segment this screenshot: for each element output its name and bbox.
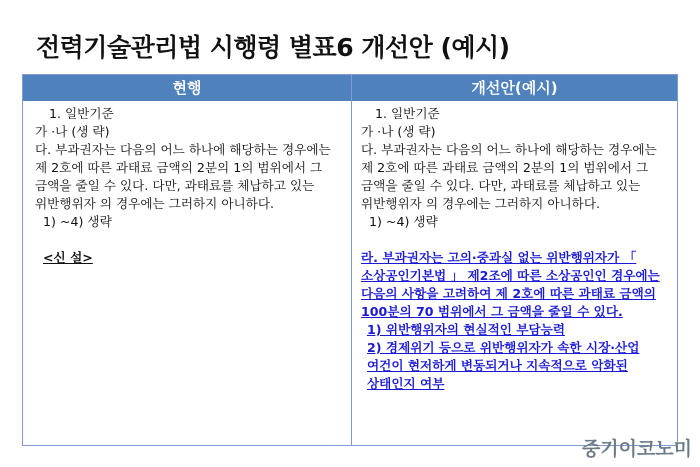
proposed-item-ra: 라. 부과권자는 고의·중과실 없는 위반행위자가 「 소상공인기본법 」 제2조에 따른 소상공인인 경우에는 다음의 사항을 고려하여 제 2호에 따른 과태료 금액의 100분의 70 범위에서 그 금액을 줄일 수 있다. xyxy=(361,250,660,319)
proposed-body xyxy=(352,101,677,445)
page-title: 전력기술관리법 시행령 별표6 개선안 (예시) xyxy=(36,33,510,62)
proposed-item-ra-2: 2) 경제위기 등으로 위반행위자가 속한 시장·산업 여건이 현저하게 변동되거나 지속적으로 악화된 상태인지 여부 xyxy=(367,340,640,391)
proposed-item-ga-na: 가 ·나 (생 략) xyxy=(361,124,436,139)
proposed-item-ra-1: 1) 위반행위자의 현실적인 부담능력 xyxy=(367,322,565,337)
current-item-1: 1. 일반기준 xyxy=(49,106,114,121)
spacer xyxy=(361,231,669,249)
current-body xyxy=(23,101,351,445)
proposed-item-1: 1. 일반기준 xyxy=(375,106,440,121)
current-new-label: <신 설> xyxy=(43,250,93,265)
proposed-column xyxy=(352,75,677,445)
comparison-table xyxy=(22,74,678,446)
proposed-header: 개선안(예시) xyxy=(352,75,677,101)
current-column xyxy=(23,75,352,445)
proposed-item-omit: 1) ~4) 생략 xyxy=(369,214,438,229)
proposed-item-da: 다. 부과권자는 다음의 어느 하나에 해당하는 경우에는 제 2호에 따른 과태료 금액의 2분의 1의 범위에서 그 금액을 줄일 수 있다. 다만, 과태료를 체납하고 있는 위반행위자 의 경우에는 그러하지 아니하다. xyxy=(361,142,657,211)
spacer xyxy=(35,231,341,249)
publisher-watermark: 중기이코노미 xyxy=(581,438,692,460)
current-header: 현행 xyxy=(23,75,351,101)
current-item-omit: 1) ~4) 생략 xyxy=(43,214,112,229)
current-item-ga-na: 가 ·나 (생 략) xyxy=(35,124,110,139)
current-item-da: 다. 부과권자는 다음의 어느 하나에 해당하는 경우에는 제 2호에 따른 과태료 금액의 2분의 1의 범위에서 그 금액을 줄일 수 있다. 다만, 과태료를 체납하고 있는 위반행위자 의 경우에는 그러하지 아니하다. xyxy=(35,142,331,211)
